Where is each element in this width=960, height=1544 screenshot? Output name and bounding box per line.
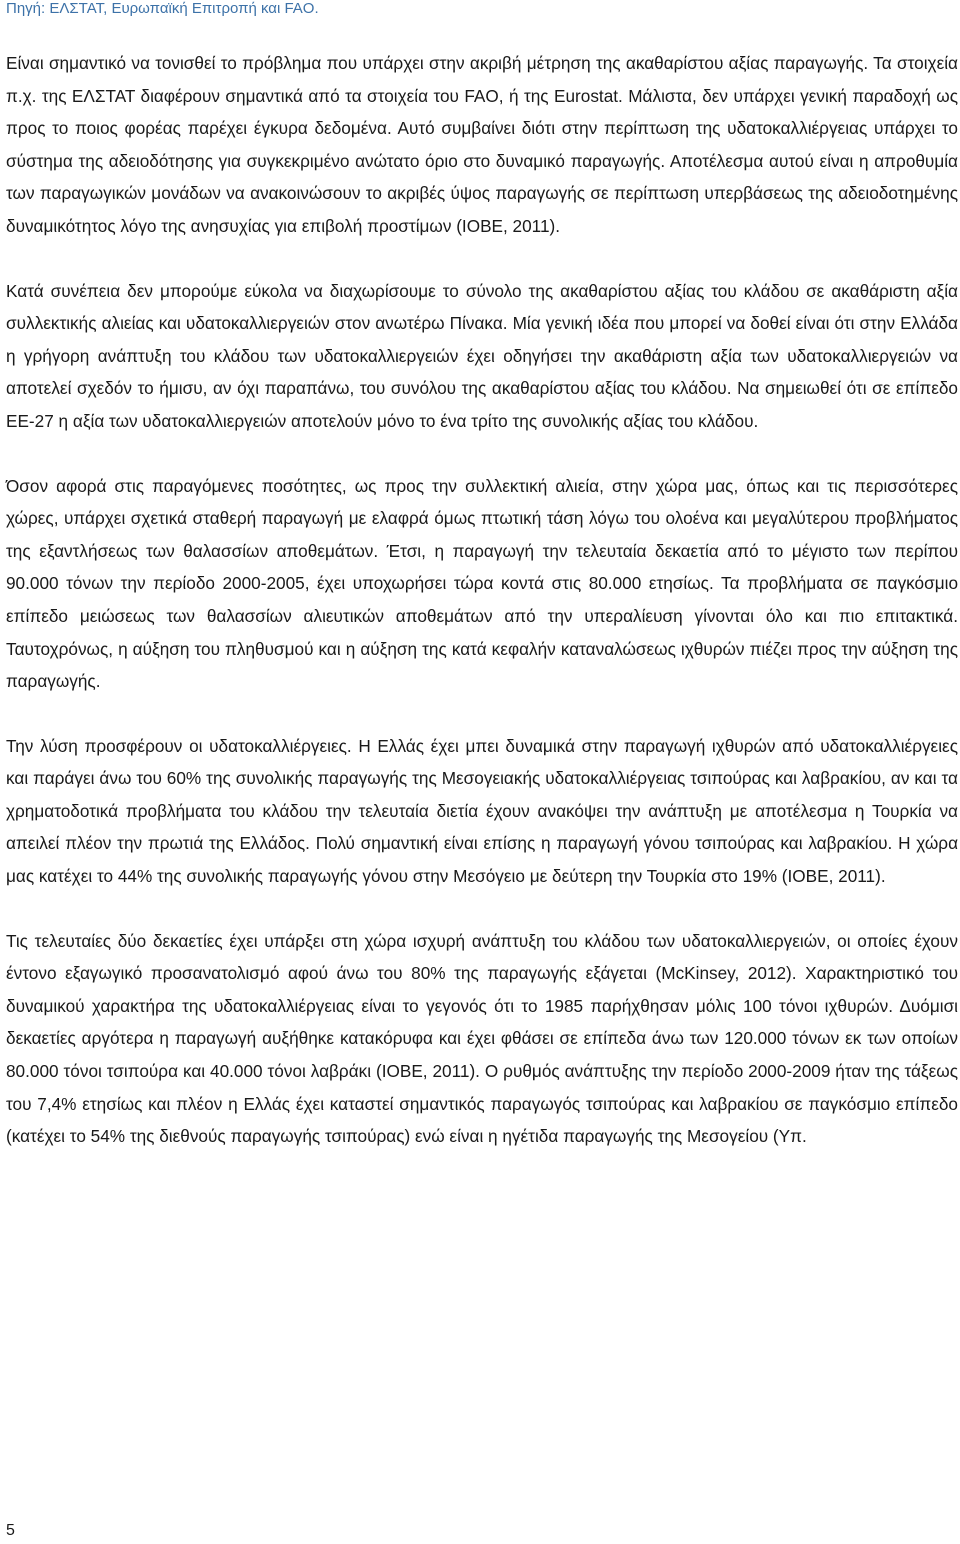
document-body [6,47,958,1153]
source-caption: Πηγή: ΕΛΣΤΑΤ, Ευρωπαϊκή Επιτροπή και FAO. [6,0,319,17]
paragraph-capture-fisheries: Όσον αφορά στις παραγόμενες ποσότητες, ως προς την συλλεκτική αλιεία, στην χώρα μας, όπως και τις περισσότερες χώρες, υπάρχει σχετικά σταθερή παραγωγή με ελαφρά όμως πτωτική τάση λόγω του ολοένα και μεγαλύτερου προβλήματος της εξαντλήσεως των θαλασσίων αποθεμάτων. Έτσι, η παραγωγή την τελευταία δεκαετία από το μέγιστο των περίπου 90.000 τόνων την περίοδο 2000-2005, έχει υποχωρήσει τώρα κοντά στις 80.000 ετησίως. Τα προβλήματα σε παγκόσμιο επίπεδο μειώσεως των θαλασσίων αλιευτικών αποθεμάτων από την υπεραλίευση γίνονται όλο και πιο επιτακτικά. Ταυτοχρόνως, η αύξηση του πληθυσμού και η αύξηση της κατά κεφαλήν καταναλώσεως ιχθυρών πιέζει προς την αύξηση της παραγωγής. [6,475,958,692]
page-number: 5 [6,1522,15,1539]
paragraph-measurement-problem: Είναι σημαντικό να τονισθεί το πρόβλημα που υπάρχει στην ακριβή μέτρηση της ακαθαρίστου αξίας παραγωγής. Τα στοιχεία π.χ. της ΕΛΣΤΑΤ διαφέρουν σημαντικά από τα στοιχεία του FAO, ή της Eurostat. Μάλιστα, δεν υπάρχει γενική παραδοχή ως προς το ποιος φορέας παρέχει έγκυρα δεδομένα. Αυτό συμβαίνει διότι στην περίπτωση της υδατοκαλλιέργειας υπάρχει το σύστημα της αδειοδότησης για συγκεκριμένο ανώτατο όριο στο δυναμικό παραγωγής. Αποτέλεσμα αυτού είναι η απροθυμία των παραγωγικών μονάδων να ανακοινώσουν το ακριβές ύψος παραγωγής σε περίπτωση υπερβάσεως της αδειοδοτημένης δυναμικότητος λόγο της ανησυχίας για επιβολή προστίμων (ΙΟΒΕ, 2011). [6,53,958,236]
paragraph-gross-value-split: Κατά συνέπεια δεν μπορούμε εύκολα να διαχωρίσουμε το σύνολο της ακαθαρίστου αξίας του κλάδου σε ακαθάριστη αξία συλλεκτικής αλιείας και υδατοκαλλιεργειών στον ανωτέρω Πίνακα. Μία γενική ιδέα που μπορεί να δοθεί είναι ότι στην Ελλάδα η γρήγορη ανάπτυξη του κλάδου των υδατοκαλλιεργειών έχει οδηγήσει την ακαθάριστη αξία των υδατοκαλλιεργειών να αποτελεί σχεδόν το ήμισυ, αν όχι παραπάνω, του συνόλου της ακαθαρίστου αξίας του κλάδου. Να σημειωθεί ότι σε επίπεδο ΕΕ-27 η αξία των υδατοκαλλιεργειών αποτελούν μόνο το ένα τρίτο της συνολικής αξίας του κλάδου. [6,280,958,431]
paragraph-aquaculture-solution: Την λύση προσφέρουν οι υδατοκαλλιέργειες. Η Ελλάς έχει μπει δυναμικά στην παραγωγή ιχθυρών από υδατοκαλλιέργειες και παράγει άνω του 60% της συνολικής παραγωγής της Μεσογειακής υδατοκαλλιέργειας τσιπούρας και λαβρακίου, αν και τα χρηματοδοτικά προβλήματα του κλάδου την τελευταία διετία έχουν ανακόψει την ανάπτυξη με αποτέλεσμα η Τουρκία να απειλεί πλέον την πρωτιά της Ελλάδος. Πολύ σημαντική είναι επίσης η παραγωγή γόνου τσιπούρας και λαβρακίου. Η χώρα μας κατέχει το 44% της συνολικής παραγωγής γόνου στην Μεσόγειο με δεύτερη την Τουρκία στο 19% (ΙΟΒΕ, 2011). [6,735,958,887]
paragraph-aquaculture-growth: Τις τελευταίες δύο δεκαετίες έχει υπάρξει στη χώρα ισχυρή ανάπτυξη του κλάδου των υδατοκαλλιεργειών, οι οποίες έχουν έντονο εξαγωγικό προσανατολισμό αφού άνω του 80% της παραγωγής εξάγεται (McKinsey, 2012). Χαρακτηριστικό του δυναμικού χαρακτήρα της υδατοκαλλιέργειας είναι το γεγονός ότι το 1985 παρήχθησαν μόλις 100 τόνοι ιχθυρών. Δυόμισι δεκαετίες αργότερα η παραγωγή αυξήθηκε κατακόρυφα και έχει φθάσει σε επίπεδα άνω των 120.000 τόνων εκ των οποίων 80.000 τόνοι τσιπούρα και 40.000 τόνοι λαβράκι (ΙΟΒΕ, 2011). Ο ρυθμός ανάπτυξης την περίοδο 2000-2009 ήταν της τάξεως του 7,4% ετησίως και πλέον η Ελλάς έχει καταστεί σημαντικός παραγωγός τσιπούρας και λαβρακίου σε παγκόσμιο επίπεδο (κατέχει το 54% της διεθνούς παραγωγής τσιπούρας) ενώ είναι η ηγέτιδα παραγωγής της Μεσογείου (Υπ. [6,930,958,1147]
